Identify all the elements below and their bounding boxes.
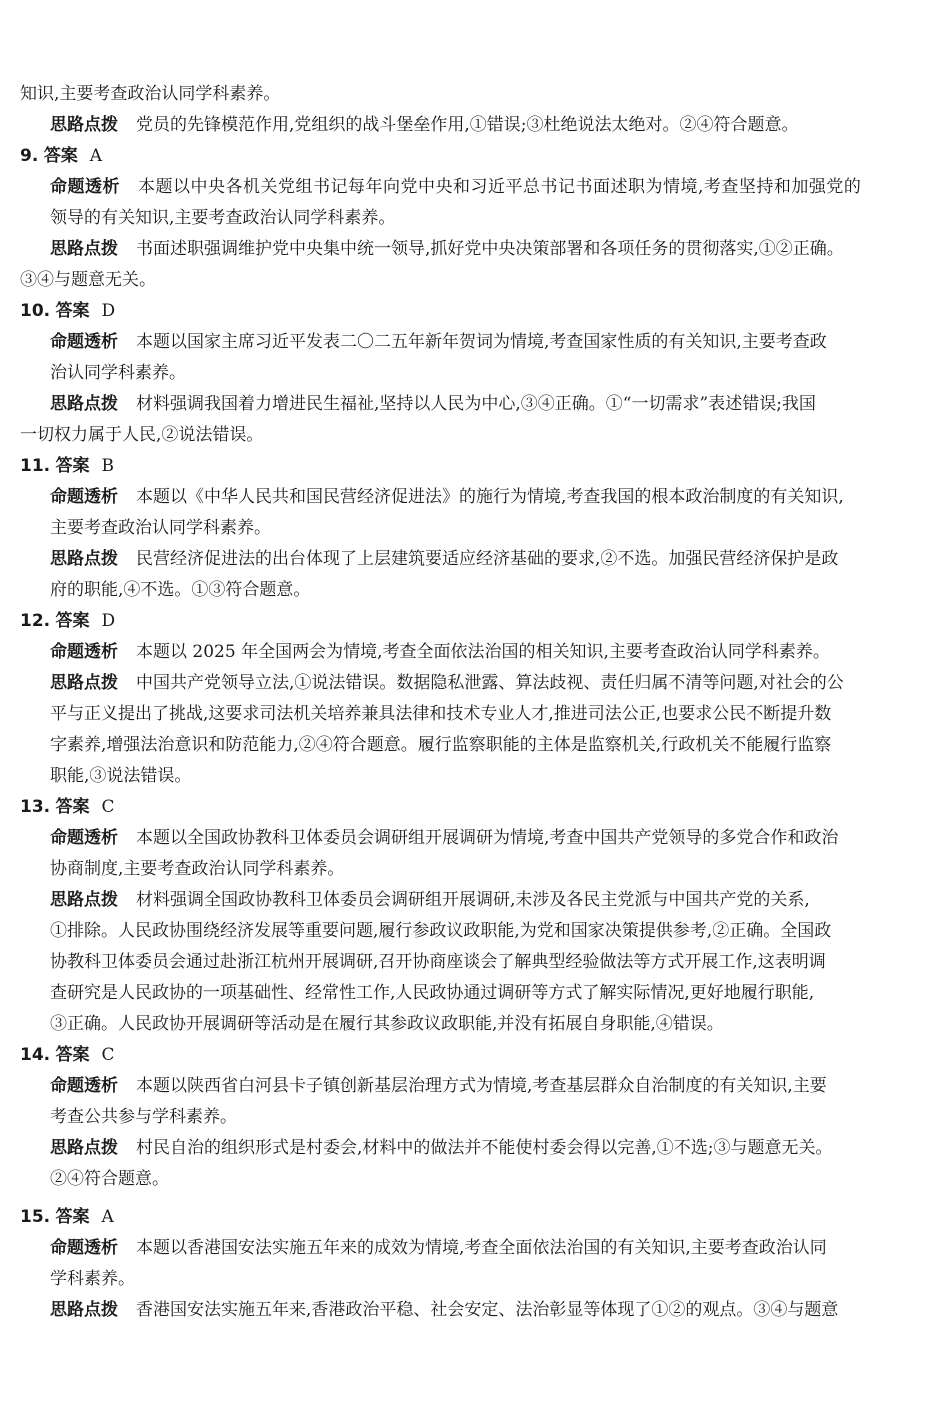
hint-text: 党员的先锋模范作用,党组织的战斗堡垒作用,①错误;③杜绝说法太绝对。②④符合题意。 [136, 115, 799, 135]
text-line: 治认同学科素养。 [50, 363, 186, 383]
analysis-label: 命题透析 [50, 487, 118, 507]
hint-line [50, 1134, 930, 1162]
hint-label: 思路点拨 [50, 549, 118, 569]
question-number: 15. [20, 1207, 51, 1227]
hint-text: 材料强调全国政协教科卫体委员会调研组开展调研,未涉及各民主党派与中国共产党的关系, [136, 890, 810, 910]
hint-line [50, 235, 930, 263]
analysis-label: 命题透析 [50, 1076, 118, 1096]
analysis-text: 本题以全国政协教科卫体委员会调研组开展调研为情境,考查中国共产党领导的多党合作和政治 [136, 828, 839, 848]
text-line: 协教科卫体委员会通过赴浙江杭州开展调研,召开协商座谈会了解典型经验做法等方式开展工作,这表明调 [50, 952, 826, 972]
hint-text: 民营经济促进法的出台体现了上层建筑要适应经济基础的要求,②不选。加强民营经济保护是政 [136, 549, 839, 569]
text-line: 字素养,增强法治意识和防范能力,②④符合题意。履行监察职能的主体是监察机关,行政机关不能履行监察 [50, 735, 832, 755]
answer-label: 答案 [55, 456, 90, 476]
text-line: 主要考查政治认同学科素养。 [50, 518, 271, 538]
answer-label: 答案 [55, 1045, 90, 1065]
answer-value: D [101, 611, 116, 631]
hint-line [50, 545, 930, 573]
text-line: ②④符合题意。 [50, 1169, 169, 1189]
hint-label: 思路点拨 [50, 890, 118, 910]
answer-label: 答案 [43, 146, 78, 166]
text-line: ③正确。人民政协开展调研等活动是在履行其参政议政职能,并没有拓展自身职能,④错误。 [50, 1014, 724, 1034]
analysis-label: 命题透析 [50, 177, 120, 197]
text-line: 学科素养。 [50, 1269, 135, 1289]
text-line: 职能,③说法错误。 [50, 766, 192, 786]
text-line: 平与正义提出了挑战,这要求司法机关培养兼具法律和技术专业人才,推进司法公正,也要求公民不断提升数 [50, 704, 832, 724]
hint-line [50, 390, 930, 418]
analysis-line [50, 483, 930, 511]
analysis-text: 本题以《中华人民共和国民营经济促进法》的施行为情境,考查我国的根本政治制度的有关知识, [136, 487, 844, 507]
analysis-text: 本题以香港国安法实施五年来的成效为情境,考查全面依法治国的有关知识,主要考查政治认同 [136, 1238, 827, 1258]
answer-value: A [101, 1207, 114, 1227]
answer-value: C [101, 797, 115, 817]
hint-label: 思路点拨 [50, 1300, 118, 1320]
answer-label: 答案 [55, 1207, 90, 1227]
hint-text: 材料强调我国着力增进民生福祉,坚持以人民为中心,③④正确。①“一切需求”表述错误;我国 [136, 394, 816, 414]
hint-line [50, 111, 930, 139]
hint-label: 思路点拨 [50, 394, 118, 414]
text-line: 协商制度,主要考查政治认同学科素养。 [50, 859, 345, 879]
text-line: ①排除。人民政协围绕经济发展等重要问题,履行参政议政职能,为党和国家决策提供参考,②正确。全国政 [50, 921, 832, 941]
analysis-text: 本题以陕西省白河县卡子镇创新基层治理方式为情境,考查基层群众自治制度的有关知识,主要 [136, 1076, 827, 1096]
analysis-label: 命题透析 [50, 332, 118, 352]
analysis-line [50, 173, 930, 201]
hint-text: 书面述职强调维护党中央集中统一领导,抓好党中央决策部署和各项任务的贯彻落实,①②正确。 [136, 239, 844, 259]
question-number: 9. [20, 146, 39, 166]
text-line: 考查公共参与学科素养。 [50, 1107, 237, 1127]
analysis-label: 命题透析 [50, 1238, 118, 1258]
hint-label: 思路点拨 [50, 673, 118, 693]
q14-answer-line [20, 1041, 930, 1069]
q12-answer-line [20, 607, 930, 635]
hint-line [50, 886, 930, 914]
analysis-line [50, 638, 930, 666]
hint-text: 香港国安法实施五年来,香港政治平稳、社会安定、法治彰显等体现了①②的观点。③④与题意 [136, 1300, 839, 1320]
hint-label: 思路点拨 [50, 1138, 118, 1158]
question-number: 12. [20, 611, 51, 631]
answer-label: 答案 [55, 611, 90, 631]
text-line: 府的职能,④不选。①③符合题意。 [50, 580, 311, 600]
hint-text: 中国共产党领导立法,①说法错误。数据隐私泄露、算法歧视、责任归属不清等问题,对社会的公 [136, 673, 844, 693]
hint-line [50, 669, 930, 697]
text-line: ③④与题意无关。 [20, 270, 156, 290]
hint-label: 思路点拨 [50, 239, 118, 259]
hint-text: 村民自治的组织形式是村委会,材料中的做法并不能使村委会得以完善,①不选;③与题意无关。 [136, 1138, 833, 1158]
hint-label: 思路点拨 [50, 115, 118, 135]
answer-value: B [101, 456, 115, 476]
answer-value: D [101, 301, 116, 321]
text-line: 查研究是人民政协的一项基础性、经常性工作,人民政协通过调研等方式了解实际情况,更好地履行职能, [50, 983, 815, 1003]
analysis-line [50, 328, 930, 356]
text-line: 一切权力属于人民,②说法错误。 [20, 425, 264, 445]
analysis-line [50, 824, 930, 852]
answer-value: C [101, 1045, 115, 1065]
analysis-text: 本题以中央各机关党组书记每年向党中央和习近平总书记书面述职为情境,考查坚持和加强党的 [138, 177, 862, 197]
question-number: 10. [20, 301, 51, 321]
answer-value: A [89, 146, 102, 166]
question-number: 14. [20, 1045, 51, 1065]
text-line: 领导的有关知识,主要考查政治认同学科素养。 [50, 208, 396, 228]
text-line: 知识,主要考查政治认同学科素养。 [20, 84, 281, 104]
q10-answer-line [20, 297, 930, 325]
question-number: 11. [20, 456, 51, 476]
q15-answer-line [20, 1203, 930, 1231]
q9-answer-line [20, 142, 930, 170]
analysis-text: 本题以 2025 年全国两会为情境,考查全面依法治国的相关知识,主要考查政治认同学科素养。 [136, 642, 830, 662]
q11-answer-line [20, 452, 930, 480]
analysis-label: 命题透析 [50, 642, 118, 662]
answer-label: 答案 [55, 301, 90, 321]
analysis-line [50, 1072, 930, 1100]
analysis-label: 命题透析 [50, 828, 118, 848]
q13-answer-line [20, 793, 930, 821]
hint-line [50, 1296, 930, 1324]
analysis-line [50, 1234, 930, 1262]
answer-label: 答案 [55, 797, 90, 817]
analysis-text: 本题以国家主席习近平发表二〇二五年新年贺词为情境,考查国家性质的有关知识,主要考查政 [136, 332, 827, 352]
question-number: 13. [20, 797, 51, 817]
